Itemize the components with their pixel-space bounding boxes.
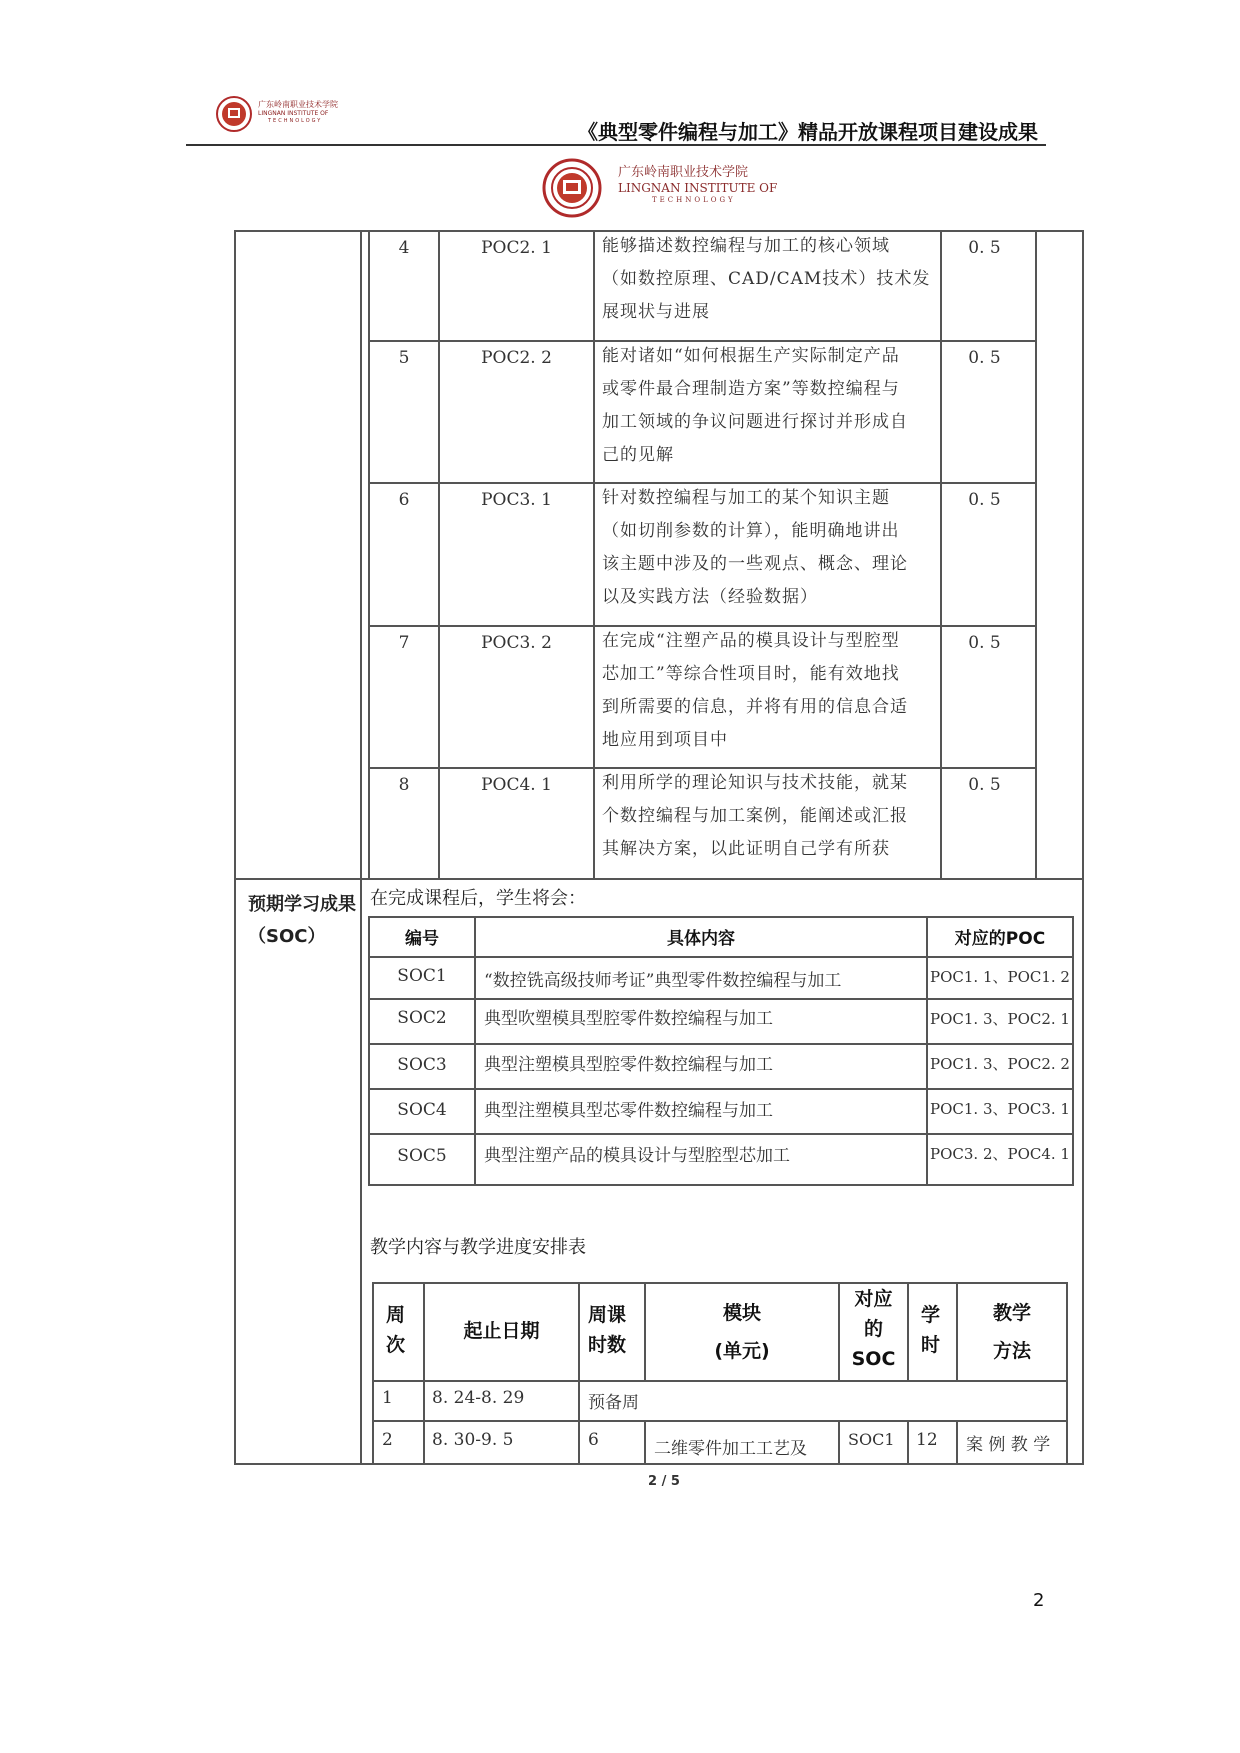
desc-line: 或零件最合理制造方案”等数控编程与 (602, 379, 900, 399)
poc-row-code: POC3. 2 (481, 633, 552, 653)
soc-row-poc: POC1. 1、POC1. 2 (930, 968, 1070, 986)
soc-intro-text: 在完成课程后，学生将会： (370, 888, 586, 909)
schedule-row-week: 2 (382, 1430, 393, 1450)
schedule-row-note: 预备周 (588, 1393, 639, 1413)
poc-row-desc (602, 340, 938, 472)
schedule-title: 教学内容与教学进度安排表 (370, 1237, 586, 1258)
poc-row-weight: 0. 5 (968, 775, 1001, 795)
soc-row-line (368, 998, 1074, 1000)
desc-line: 加工领域的争议问题进行探讨并形成自 (602, 412, 908, 432)
module-header-line: (单元) (714, 1340, 770, 1362)
poc-row-num: 5 (398, 348, 410, 368)
schedule-header-method (958, 1294, 1066, 1370)
soc-row-line (368, 1133, 1074, 1135)
desc-line: 该主题中涉及的一些观点、概念、理论 (602, 554, 908, 574)
desc-line: 在完成“注塑产品的模具设计与型腔型 (602, 631, 900, 651)
schedule-col-line (578, 1282, 580, 1465)
poc-row-desc (602, 625, 938, 757)
poc-row-code: POC3. 1 (481, 490, 552, 510)
schedule-row-line (372, 1380, 1068, 1382)
method-header-line: 教学 (992, 1302, 1031, 1324)
poc-row-weight: 0. 5 (968, 238, 1001, 258)
soc-header-id: 编号 (405, 929, 439, 949)
schedule-row-soc: SOC1 (848, 1430, 895, 1449)
poc-col-line (593, 230, 595, 880)
schedule-col-line (644, 1420, 646, 1465)
poc-row-desc (602, 230, 938, 329)
soc-header-content: 具体内容 (667, 929, 735, 949)
desc-line: 芯加工”等综合性项目时，能有效地找 (602, 664, 900, 684)
desc-line: 能对诸如“如何根据生产实际制定产品 (602, 346, 900, 366)
soc-header-line: SOC (851, 1348, 896, 1370)
soc-section-divider (234, 878, 1084, 880)
desc-line: 个数控编程与加工案例，能阐述或汇报 (602, 806, 908, 826)
poc-row-weight: 0. 5 (968, 490, 1001, 510)
soc-row-id: SOC3 (397, 1055, 447, 1075)
schedule-row-hours-week: 6 (588, 1430, 599, 1450)
label-column-divider (360, 230, 362, 1465)
soc-row-content: 典型注塑模具型芯零件数控编程与加工 (484, 1101, 773, 1121)
poc-row-desc (602, 482, 938, 614)
soc-row-line (368, 1043, 1074, 1045)
method-header-line: 方法 (992, 1340, 1031, 1362)
schedule-row-module: 二维零件加工工艺及 (654, 1439, 807, 1459)
schedule-col-line (907, 1420, 909, 1465)
module-header-line: 模块 (722, 1302, 761, 1324)
document-title: 《典型零件编程与加工》精品开放课程项目建设成果 (578, 120, 1038, 144)
schedule-row-week: 1 (382, 1388, 393, 1408)
desc-line: （如数控原理、CAD/CAM技术）技术发 (602, 269, 931, 289)
institute-name-cn: 广东岭南职业技术学院 (258, 100, 338, 109)
schedule-row-method: 案 例 教 学 (966, 1435, 1051, 1455)
schedule-col-line (907, 1282, 909, 1380)
poc-row-weight: 0. 5 (968, 348, 1001, 368)
soc-row-id: SOC2 (397, 1008, 447, 1028)
soc-row-content: 典型注塑模具型腔零件数控编程与加工 (484, 1055, 773, 1075)
poc-row-num: 8 (398, 775, 410, 795)
desc-line: 其解决方案，以此证明自己学有所获 (602, 839, 890, 859)
schedule-row-line (372, 1420, 1068, 1422)
poc-row-num: 7 (398, 633, 410, 653)
scan-institute-name (618, 164, 777, 205)
poc-row-code: POC4. 1 (481, 775, 552, 795)
soc-section-label: 预期学习成果（SOC） (248, 894, 356, 947)
schedule-row-hours: 12 (916, 1430, 938, 1450)
schedule-col-line (838, 1420, 840, 1465)
poc-row-num: 6 (398, 490, 410, 510)
poc-row-num: 4 (398, 238, 410, 258)
schedule-header-hours: 学时 (921, 1304, 941, 1356)
schedule-header-week: 周次 (386, 1304, 406, 1356)
soc-row-poc: POC1. 3、POC2. 2 (930, 1055, 1070, 1073)
soc-row-id: SOC5 (397, 1146, 447, 1166)
schedule-header-soc (840, 1284, 907, 1374)
schedule-header-module (646, 1294, 838, 1370)
desc-line: 地应用到项目中 (602, 730, 728, 750)
scan-institute-en2: TECHNOLOGY (652, 196, 736, 204)
soc-header-line: 对应 (854, 1288, 893, 1310)
institute-logo-icon (216, 96, 252, 132)
soc-row-poc: POC3. 2、POC4. 1 (930, 1145, 1070, 1163)
soc-row-id: SOC4 (397, 1100, 447, 1120)
desc-line: 展现状与进展 (602, 302, 710, 322)
desc-line: 利用所学的理论知识与技术技能，就某 (602, 773, 908, 793)
schedule-header-dates: 起止日期 (463, 1320, 540, 1342)
poc-row-code: POC2. 1 (481, 238, 552, 258)
scan-institute-cn: 广东岭南职业技术学院 (618, 165, 749, 180)
scan-institute-en: LINGNAN INSTITUTE OF (618, 181, 778, 195)
soc-row-id: SOC1 (397, 966, 447, 986)
desc-line: 到所需要的信息，并将有用的信息合适 (602, 697, 908, 717)
institute-seal-icon (542, 158, 602, 218)
scan-page-indicator: 2 / 5 (648, 1474, 680, 1489)
soc-row-line (368, 956, 1074, 958)
poc-row-desc (602, 767, 938, 866)
schedule-col-line (423, 1282, 425, 1465)
soc-row-poc: POC1. 3、POC3. 1 (930, 1100, 1070, 1118)
header-institute-name (258, 100, 338, 125)
poc-row-code: POC2. 2 (481, 348, 552, 368)
schedule-header-hours-week: 周课时数 (588, 1304, 627, 1356)
schedule-col-line (956, 1420, 958, 1465)
soc-row-content: 典型吹塑模具型腔零件数控编程与加工 (484, 1009, 773, 1029)
header-divider (186, 144, 1046, 146)
desc-line: 己的见解 (602, 445, 674, 465)
soc-row-poc: POC1. 3、POC2. 1 (930, 1010, 1070, 1028)
schedule-row-dates: 8. 30-9. 5 (432, 1430, 514, 1450)
soc-row-content: 典型注塑产品的模具设计与型腔型芯加工 (484, 1146, 790, 1166)
poc-row-weight: 0. 5 (968, 633, 1001, 653)
schedule-row-dates: 8. 24-8. 29 (432, 1388, 525, 1408)
desc-line: 以及实践方法（经验数据） (602, 587, 818, 607)
desc-line: （如切削参数的计算），能明确地讲出 (602, 521, 900, 541)
soc-row-line (368, 1088, 1074, 1090)
page-number: 2 (1033, 1590, 1045, 1611)
soc-header-line: 的 (863, 1318, 883, 1340)
soc-header-poc: 对应的POC (954, 929, 1046, 949)
institute-name-en: LINGNAN INSTITUTE OF (258, 110, 329, 117)
institute-name-en2: TECHNOLOGY (268, 118, 323, 124)
desc-line: 针对数控编程与加工的某个知识主题 (602, 488, 890, 508)
desc-line: 能够描述数控编程与加工的核心领域 (602, 236, 890, 256)
soc-row-content: “数控铣高级技师考证”典型零件数控编程与加工 (484, 971, 842, 991)
